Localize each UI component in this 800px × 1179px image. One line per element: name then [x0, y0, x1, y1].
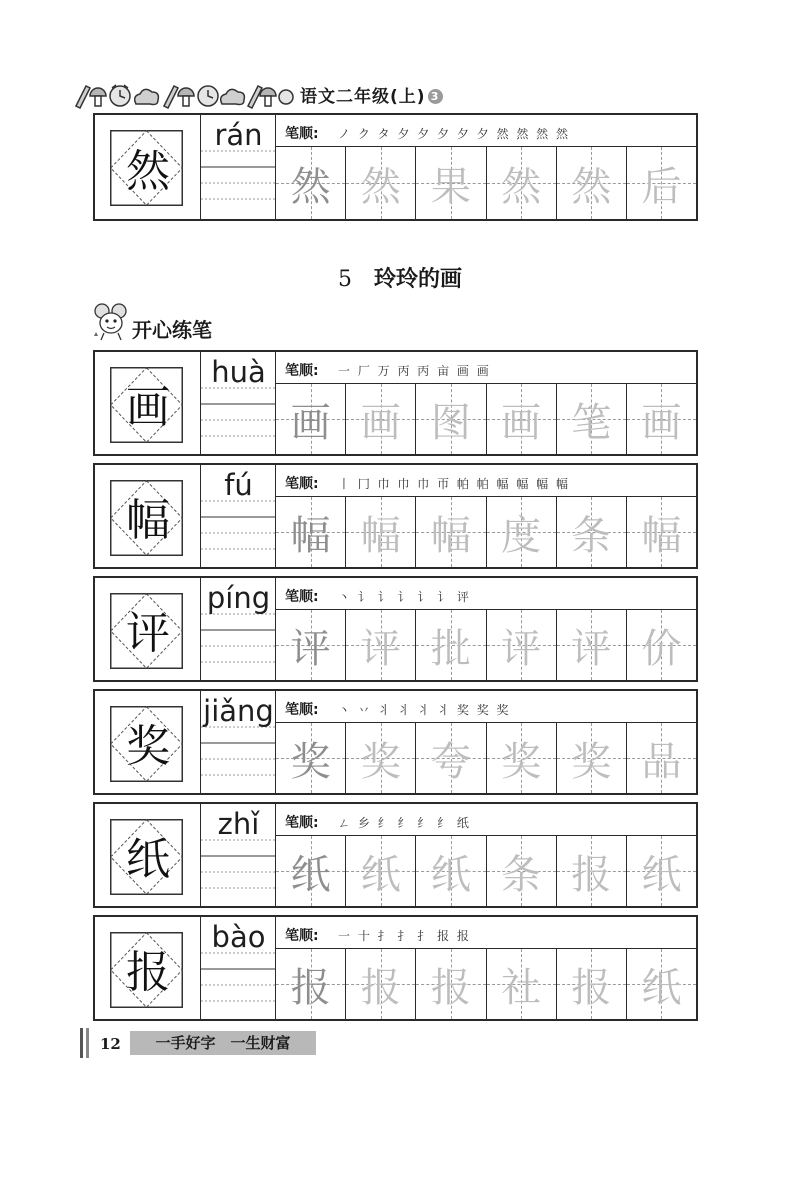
tracing-grid: [276, 836, 696, 906]
stroke-order-sequence: ㄥ 乡 纟 纟 纟 纟 纸: [338, 816, 471, 830]
tracing-cell[interactable]: [557, 723, 627, 793]
trace-char: 图: [430, 399, 471, 446]
trace-char: 画: [501, 399, 542, 446]
cloud-icon: [221, 89, 245, 104]
tracing-cell[interactable]: [346, 949, 416, 1019]
tracing-cell[interactable]: [276, 147, 346, 219]
stroke-order-sequence: ノ ク タ 夕 夕 夕 夕 夕 然 然 然 然: [338, 127, 570, 141]
trace-char: 夸: [430, 738, 471, 785]
page-number: 12: [100, 1035, 121, 1053]
tracing-cell[interactable]: [276, 384, 346, 454]
tracing-cell[interactable]: [416, 384, 486, 454]
pinyin-text: píng: [206, 581, 271, 615]
stroke-order-label: 笔顺:: [285, 476, 319, 492]
tracing-cell[interactable]: [487, 610, 557, 680]
tracing-grid: [276, 723, 696, 793]
trace-char: 幅: [641, 512, 682, 559]
trace-char: 奖: [571, 738, 612, 785]
tracing-cell[interactable]: [557, 610, 627, 680]
trace-char: 纸: [290, 851, 331, 898]
practice-row: [93, 576, 698, 682]
trace-char: 幅: [430, 512, 471, 559]
trace-char: 然: [501, 163, 542, 210]
model-char: 画: [126, 382, 170, 433]
trace-char: 评: [290, 625, 331, 672]
stroke-order-line: [276, 352, 696, 384]
trace-char: 报: [360, 964, 401, 1011]
lesson-number: 5: [337, 267, 352, 292]
tracing-cell[interactable]: [627, 384, 696, 454]
tracing-cell[interactable]: [276, 949, 346, 1019]
trace-char: 纸: [430, 851, 471, 898]
stroke-order-line: [276, 917, 696, 949]
pencil-icon: [164, 86, 178, 108]
pinyin-cell: [201, 804, 276, 906]
model-char: 然: [126, 146, 170, 197]
model-char-cell: [95, 917, 201, 1019]
trace-char: 奖: [360, 738, 401, 785]
trace-char: 奖: [290, 738, 331, 785]
trace-char: 社: [501, 964, 542, 1011]
tracing-cell[interactable]: [346, 384, 416, 454]
section-title: 开心练笔: [132, 318, 212, 342]
stroke-order-label: 笔顺:: [285, 702, 319, 718]
page-footer: [80, 1028, 340, 1058]
stroke-order-label: 笔顺:: [285, 928, 319, 944]
tracing-cell[interactable]: [346, 610, 416, 680]
tracing-cell[interactable]: [627, 836, 696, 906]
trace-char: 笔: [571, 399, 612, 446]
pinyin-text: huà: [211, 355, 266, 389]
model-char-cell: [95, 115, 201, 219]
stroke-order-line: [276, 465, 696, 497]
model-char-cell: [95, 465, 201, 567]
trace-char: 评: [571, 625, 612, 672]
pinyin-cell: [201, 691, 276, 793]
stroke-order-sequence: 丶 丷 丬 丬 丬 丬 奖 奖 奖: [338, 703, 511, 717]
stroke-order-label: 笔顺:: [285, 363, 319, 379]
model-char: 奖: [126, 721, 170, 772]
pinyin-cell: [201, 465, 276, 567]
trace-char: 纸: [641, 851, 682, 898]
trace-char: 评: [360, 625, 401, 672]
trace-char: 度: [501, 512, 542, 559]
model-char: 报: [126, 947, 170, 998]
tracing-cell[interactable]: [276, 836, 346, 906]
tracing-grid: [276, 949, 696, 1019]
tracing-cell[interactable]: [557, 384, 627, 454]
trace-char: 奖: [501, 738, 542, 785]
stroke-order-line: [276, 115, 696, 147]
tracing-grid: [276, 610, 696, 680]
trace-char: 报: [430, 964, 471, 1011]
volume-badge: 3: [428, 89, 443, 104]
pinyin-text: fú: [224, 468, 253, 502]
practice-row: [93, 689, 698, 795]
trace-char: 报: [290, 964, 331, 1011]
alarm-clock-icon: [198, 86, 218, 106]
pencil-icon: [76, 86, 90, 108]
cloud-icon: [135, 89, 159, 104]
trace-char: 然: [571, 163, 612, 210]
tracing-cell[interactable]: [346, 723, 416, 793]
trace-char: 纸: [641, 964, 682, 1011]
trace-char: 然: [290, 163, 331, 210]
page-header: [72, 80, 472, 110]
tracing-cell[interactable]: [487, 723, 557, 793]
pinyin-cell: [201, 917, 276, 1019]
tracing-cell[interactable]: [346, 836, 416, 906]
tracing-cell[interactable]: [627, 723, 696, 793]
model-char-cell: [95, 804, 201, 906]
footer-bar: [80, 1028, 83, 1058]
mushroom-icon: [178, 88, 194, 106]
mouse-mascot-icon: [92, 302, 130, 342]
practice-row: [93, 463, 698, 569]
tracing-cell[interactable]: [346, 147, 416, 219]
stroke-order-sequence: 一 十 扌 扌 扌 报 报: [338, 929, 471, 943]
stroke-order-line: [276, 578, 696, 610]
stroke-order-label: 笔顺:: [285, 126, 319, 142]
book-title: 语文二年级(上) 3: [300, 82, 443, 107]
model-char-cell: [95, 352, 201, 454]
stroke-order-sequence: 一 厂 万 丙 丙 亩 画 画: [338, 364, 491, 378]
stroke-order-line: [276, 691, 696, 723]
trace-char: 幅: [360, 512, 401, 559]
trace-char: 批: [430, 625, 471, 672]
trace-char: 果: [430, 163, 471, 210]
tracing-cell[interactable]: [416, 949, 486, 1019]
tracing-cell[interactable]: [276, 723, 346, 793]
tracing-cell[interactable]: [627, 610, 696, 680]
pinyin-text: jiǎng: [203, 694, 274, 728]
stroke-order-label: 笔顺:: [285, 589, 319, 605]
pinyin-cell: [201, 115, 276, 219]
tracing-cell[interactable]: [487, 147, 557, 219]
model-char-cell: [95, 691, 201, 793]
tracing-cell[interactable]: [346, 497, 416, 567]
tracing-cell[interactable]: [557, 836, 627, 906]
pinyin-cell: [201, 578, 276, 680]
tracing-cell[interactable]: [557, 147, 627, 219]
tracing-grid: [276, 147, 696, 219]
pinyin-text: zhǐ: [217, 807, 260, 841]
trace-char: 画: [641, 399, 682, 446]
model-char: 纸: [126, 834, 170, 885]
stroke-order-line: [276, 804, 696, 836]
stroke-order-sequence: 丶 讠 讠 讠 讠 讠 评: [338, 590, 471, 604]
practice-row: [93, 802, 698, 908]
trace-char: 报: [571, 851, 612, 898]
trace-char: 评: [501, 625, 542, 672]
tracing-cell[interactable]: [487, 384, 557, 454]
trace-char: 条: [501, 851, 542, 898]
practice-row: [93, 350, 698, 456]
pinyin-text: bào: [211, 920, 266, 954]
trace-char: 幅: [290, 512, 331, 559]
trace-char: 条: [571, 512, 612, 559]
tracing-cell[interactable]: [416, 723, 486, 793]
tracing-cell[interactable]: [276, 497, 346, 567]
trace-char: 画: [360, 399, 401, 446]
model-char: 幅: [126, 495, 170, 546]
pinyin-text: rán: [214, 118, 263, 152]
decorative-icons-strip: [72, 80, 294, 110]
tracing-cell[interactable]: [627, 949, 696, 1019]
tracing-cell[interactable]: [276, 610, 346, 680]
tracing-grid: [276, 384, 696, 454]
lesson-title: [0, 262, 800, 293]
tracing-cell[interactable]: [487, 949, 557, 1019]
model-char: 评: [126, 608, 170, 659]
alarm-clock-icon: [110, 85, 130, 106]
trace-char: 价: [641, 625, 682, 672]
tracing-cell[interactable]: [557, 497, 627, 567]
stroke-order-sequence: 丨 冂 巾 巾 巾 帀 帕 帕 幅 幅 幅 幅: [338, 477, 570, 491]
mushroom-icon: [260, 88, 276, 106]
lesson-name: 玲玲的画: [373, 266, 462, 292]
trace-char: 画: [290, 399, 331, 446]
tracing-grid: [276, 497, 696, 567]
trace-char: 纸: [360, 851, 401, 898]
mushroom-icon: [90, 88, 106, 106]
tracing-cell[interactable]: [627, 147, 696, 219]
pencil-icon: [248, 86, 262, 108]
tracing-cell[interactable]: [416, 836, 486, 906]
pinyin-cell: [201, 352, 276, 454]
trace-char: 然: [360, 163, 401, 210]
tracing-cell[interactable]: [557, 949, 627, 1019]
footer-bar: [86, 1028, 89, 1058]
tracing-cell[interactable]: [416, 147, 486, 219]
trace-char: 后: [641, 163, 682, 210]
tracing-cell[interactable]: [416, 610, 486, 680]
tracing-cell[interactable]: [416, 497, 486, 567]
footer-slogan: 一手好字 一生财富: [130, 1031, 316, 1055]
trace-char: 报: [571, 964, 612, 1011]
practice-row: [93, 915, 698, 1021]
alarm-clock-icon: [279, 90, 293, 104]
model-char-cell: [95, 578, 201, 680]
trace-char: 品: [641, 738, 682, 785]
tracing-cell[interactable]: [487, 497, 557, 567]
stroke-order-label: 笔顺:: [285, 815, 319, 831]
tracing-cell[interactable]: [487, 836, 557, 906]
practice-row-ran: [93, 113, 698, 221]
tracing-cell[interactable]: [627, 497, 696, 567]
